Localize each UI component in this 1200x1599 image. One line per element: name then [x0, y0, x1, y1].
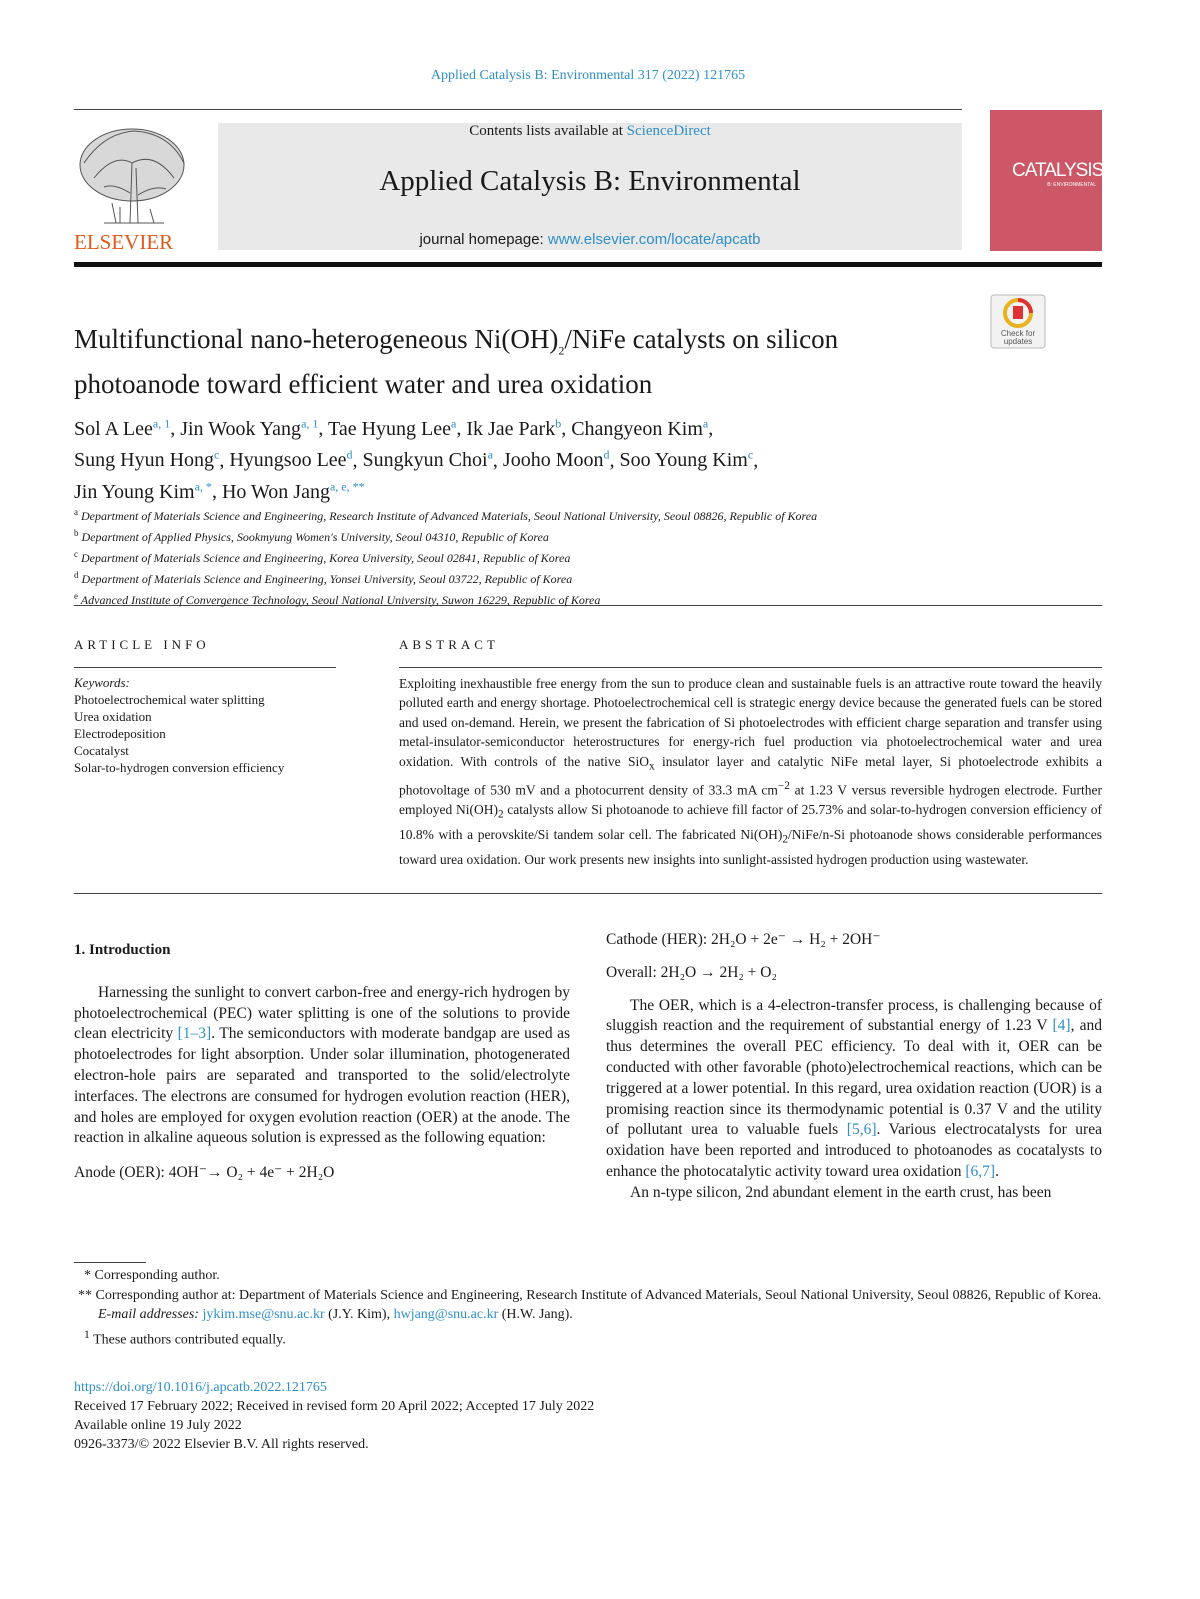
cover-subtitle: B: ENVIRONMENTAL [1047, 182, 1096, 188]
author[interactable]: Hyungsoo Lee$^d$ [229, 447, 353, 472]
section-heading-introduction: 1. Introduction [74, 942, 171, 958]
author[interactable]: Ho Won Jang$^{a, e, **}$ [221, 479, 365, 503]
publication-info [74, 1378, 874, 1454]
elsevier-logo[interactable] [74, 123, 192, 251]
article-title [74, 322, 954, 401]
keywords-block [74, 674, 344, 776]
elsevier-wordmark: ELSEVIER [74, 230, 174, 251]
author[interactable]: Soo Young Kim$^c$ [619, 447, 754, 472]
header-thick-rule [74, 262, 1102, 267]
citation-link[interactable]: [6,7] [965, 1162, 996, 1180]
journal-title: Applied Catalysis B: Environmental [379, 165, 801, 197]
affiliation: $^b$ Department of Applied Physics, Sookmyung Women's University, Seoul 04310, Republic of Korea [74, 528, 549, 544]
email-link[interactable]: hwjang@snu.ac.kr [393, 1307, 499, 1322]
svg-text:updates: updates [1003, 337, 1033, 346]
email-link[interactable]: jykim.mse@snu.ac.kr [202, 1307, 325, 1322]
article-info-heading: ARTICLE INFO [74, 637, 210, 652]
journal-banner [218, 123, 962, 250]
keyword: Solar-to-hydrogen conversion efficiency [74, 760, 285, 775]
title-part: Multifunctional nano-heterogeneous Ni(OH) [74, 324, 559, 354]
section-rule-2 [74, 893, 1102, 894]
keyword: Electrodeposition [74, 726, 166, 741]
info-rule [74, 667, 336, 668]
citation-link[interactable]: [1–3] [177, 1025, 212, 1043]
footnote-corresponding-2: ** Corresponding author at: Department of Materials Science and Engineering, Research Institute of Advanced Materials, Seoul National University, Seoul 08826, Republic of Korea. [78, 1287, 1102, 1303]
cover-title: CATALYSIS [1012, 160, 1104, 181]
homepage-prefix: journal homepage: [419, 231, 548, 248]
header-rule [74, 109, 962, 110]
affiliation: $^d$ Department of Materials Science and Engineering, Yonsei University, Seoul 03722, Republic of Korea [74, 570, 573, 586]
affiliations [74, 504, 1074, 609]
title-line-2: photoanode toward efficient water and urea oxidation [74, 369, 653, 400]
author[interactable]: Sung Hyun Hong$^c$ [74, 447, 220, 472]
footnote-emails: E-mail addresses: jykim.mse@snu.ac.kr (J.Y. Kim), hwjang@snu.ac.kr (H.W. Jang). [98, 1307, 573, 1322]
abstract-rule [399, 667, 1102, 668]
doi-link[interactable]: https://doi.org/10.1016/j.apcatb.2022.121765 [74, 1380, 327, 1395]
homepage-link[interactable]: www.elsevier.com/locate/apcatb [547, 231, 761, 248]
body-column-left [74, 940, 570, 1184]
affiliation: $^a$ Department of Materials Science and Engineering, Research Institute of Advanced Materials, Seoul National University, Seoul 08826, Republic of Korea [74, 507, 818, 523]
equation-cathode: Cathode (HER): 2H₂O + 2e⁻ → H₂ + 2OH⁻ [606, 931, 881, 948]
body-column-right [606, 930, 1102, 1204]
contents-line [218, 123, 962, 140]
check-updates-icon [990, 294, 1046, 349]
citation-link[interactable]: [5,6] [846, 1121, 877, 1139]
intro-paragraph-1: Harnessing the sunlight to convert carbon-free and energy-rich hydrogen by photoelectrochemical (PEC) water splitting is one of the solutions to provide clean electricity [1–3]. The semiconductors with moderate bandgap are used as photoelectrodes for light absorption. Under solar illumination, photogenerated electron-hole pairs are separated and transported to the solid/electrolyte interfaces. The electrons are consumed for hydrogen evolution reaction (HER), and holes are employed for oxygen evolution reaction (OER) at the anode. The reaction in alkaline aqueous solution is expressed as the following equation: [74, 983, 570, 1147]
homepage-line [218, 231, 962, 248]
keyword: Photoelectrochemical water splitting [74, 692, 265, 707]
abstract-heading: ABSTRACT [399, 637, 499, 652]
author[interactable]: Tae Hyung Lee$^a$ [328, 416, 457, 440]
intro-paragraph-2: The OER, which is a 4-electron-transfer process, is challenging because of sluggish reaction and the requirement of substantial energy of 1.23 V [4], and thus determines the overall PEC efficiency. To deal with it, OER can be conducted with other favorable (photo)electrochemical reactions, which can be triggered at a lower potential. In this regard, urea oxidation reaction (UOR) is a promising reaction since its thermodynamic potential is 0.37 V and the utility of pollutant urea to valuable fuels [5,6]. Various electrocatalysts for urea oxidation have been reported and introduced to photoanodes as cocatalysts to enhance the photocatalytic activity toward urea oxidation [6,7]. [606, 996, 1102, 1180]
author[interactable]: Changyeon Kim$^a$ [571, 416, 709, 440]
keywords-label: Keywords: [74, 675, 130, 690]
author[interactable]: Jin Wook Yang$^{a, 1}$ [180, 416, 319, 440]
author[interactable]: Ik Jae Park$^b$ [466, 416, 562, 440]
abstract-text: Exploiting inexhaustible free energy from the sun to produce clean and sustainable fuels is an attractive route toward the heavily polluted earth and energy shortage. Photoelectrochemical cell is strategic energy device because the generated fuels can be stored and used on-demand. Herein, we present the fabrication of Si photoelectrodes with efficient charge separation and transfer using metal-insulator-semiconductor heterostructures for energy-rich fuel production via photoelectrochemical water and urea oxidation. With controls of the native SiO$_x$ insulator layer and catalytic NiFe metal layer, Si photoelectrode exhibits a photovoltage of 530 mV and a photocurrent density of 33.3 mA $cm^{-2}$ at 1.23 V versus reversible hydrogen electrode. Further employed $Ni(OH)_2$ catalysts allow Si photoanode to achieve fill factor of 25.73% and solar-to-hydrogen conversion efficiency of 10.8% with a perovskite/Si tandem solar cell. The fabricated $Ni(OH)_2/NiFe/n-Si$ photoanode shows considerable performances toward urea oxidation. Our work presents new insights into sunlight-assisted hydrogen production using wastewater. [399, 676, 1102, 867]
author[interactable]: Jin Young Kim$^{a, *}$ [74, 479, 212, 503]
affiliation: $^c$ Department of Materials Science and Engineering, Korea University, Seoul 02841, Republic of Korea [74, 549, 571, 565]
sciencedirect-link[interactable]: ScienceDirect [626, 123, 711, 139]
author[interactable]: Sol A Lee$^{a, 1}$ [74, 416, 171, 440]
author-list: Sol A Lee$^{a, 1}$, Jin Wook Yang$^{a, 1}$, Tae Hyung Lee$^a$, Ik Jae Park$^b$, Changyeon Kim$^a$, Sung Hyun Hong$^c$, Hyungsoo Lee$^d$, Sungkyun Choi$^a$, Jooho Moon$^d$, Soo Young Kim$^c$, Jin Young Kim$^{a, *}$, Ho Won Jang$^{a, e, **}$ [74, 416, 759, 503]
copyright: 0926-3373/© 2022 Elsevier B.V. All rights reserved. [74, 1437, 369, 1452]
footnote-equal-contribution: $^1$ These authors contributed equally. [84, 1327, 286, 1348]
title-part: /NiFe catalysts on silicon [564, 324, 839, 354]
author[interactable]: Sungkyun Choi$^a$ [362, 447, 493, 472]
citation-link[interactable]: [4] [1052, 1017, 1071, 1035]
contents-prefix: Contents lists available at [469, 123, 627, 139]
equation-anode: Anode (OER): 4OH⁻→ O₂ + 4e⁻ + 2H₂O [74, 1164, 335, 1182]
journal-cover-thumbnail[interactable] [990, 110, 1102, 251]
affiliation: $^e$ Advanced Institute of Convergence Technology, Seoul National University, Suwon 16229, Republic of Korea [74, 591, 601, 607]
online-date: Available online 19 July 2022 [74, 1418, 242, 1433]
author[interactable]: Jooho Moon$^d$ [502, 447, 610, 472]
check-for-updates-button[interactable] [990, 294, 1046, 349]
footnotes [74, 1266, 1102, 1350]
journal-citation-link[interactable]: Applied Catalysis B: Environmental 317 (2022) 121765 [430, 68, 746, 83]
title-subscript: 2 [558, 343, 565, 358]
section-rule [74, 605, 1102, 606]
keyword: Urea oxidation [74, 709, 152, 724]
footnote-corresponding: * Corresponding author. [84, 1268, 220, 1283]
elsevier-tree-icon [74, 123, 192, 251]
intro-paragraph-3: An n-type silicon, 2nd abundant element in the earth crust, has been [630, 1183, 1052, 1201]
received-dates: Received 17 February 2022; Received in revised form 20 April 2022; Accepted 17 July 2022 [74, 1399, 595, 1414]
footnote-rule [74, 1262, 146, 1263]
svg-text:Check for: Check for [1000, 329, 1036, 338]
keyword: Cocatalyst [74, 743, 129, 758]
equation-overall: Overall: 2H₂O → 2H₂ + O₂ [606, 963, 777, 981]
